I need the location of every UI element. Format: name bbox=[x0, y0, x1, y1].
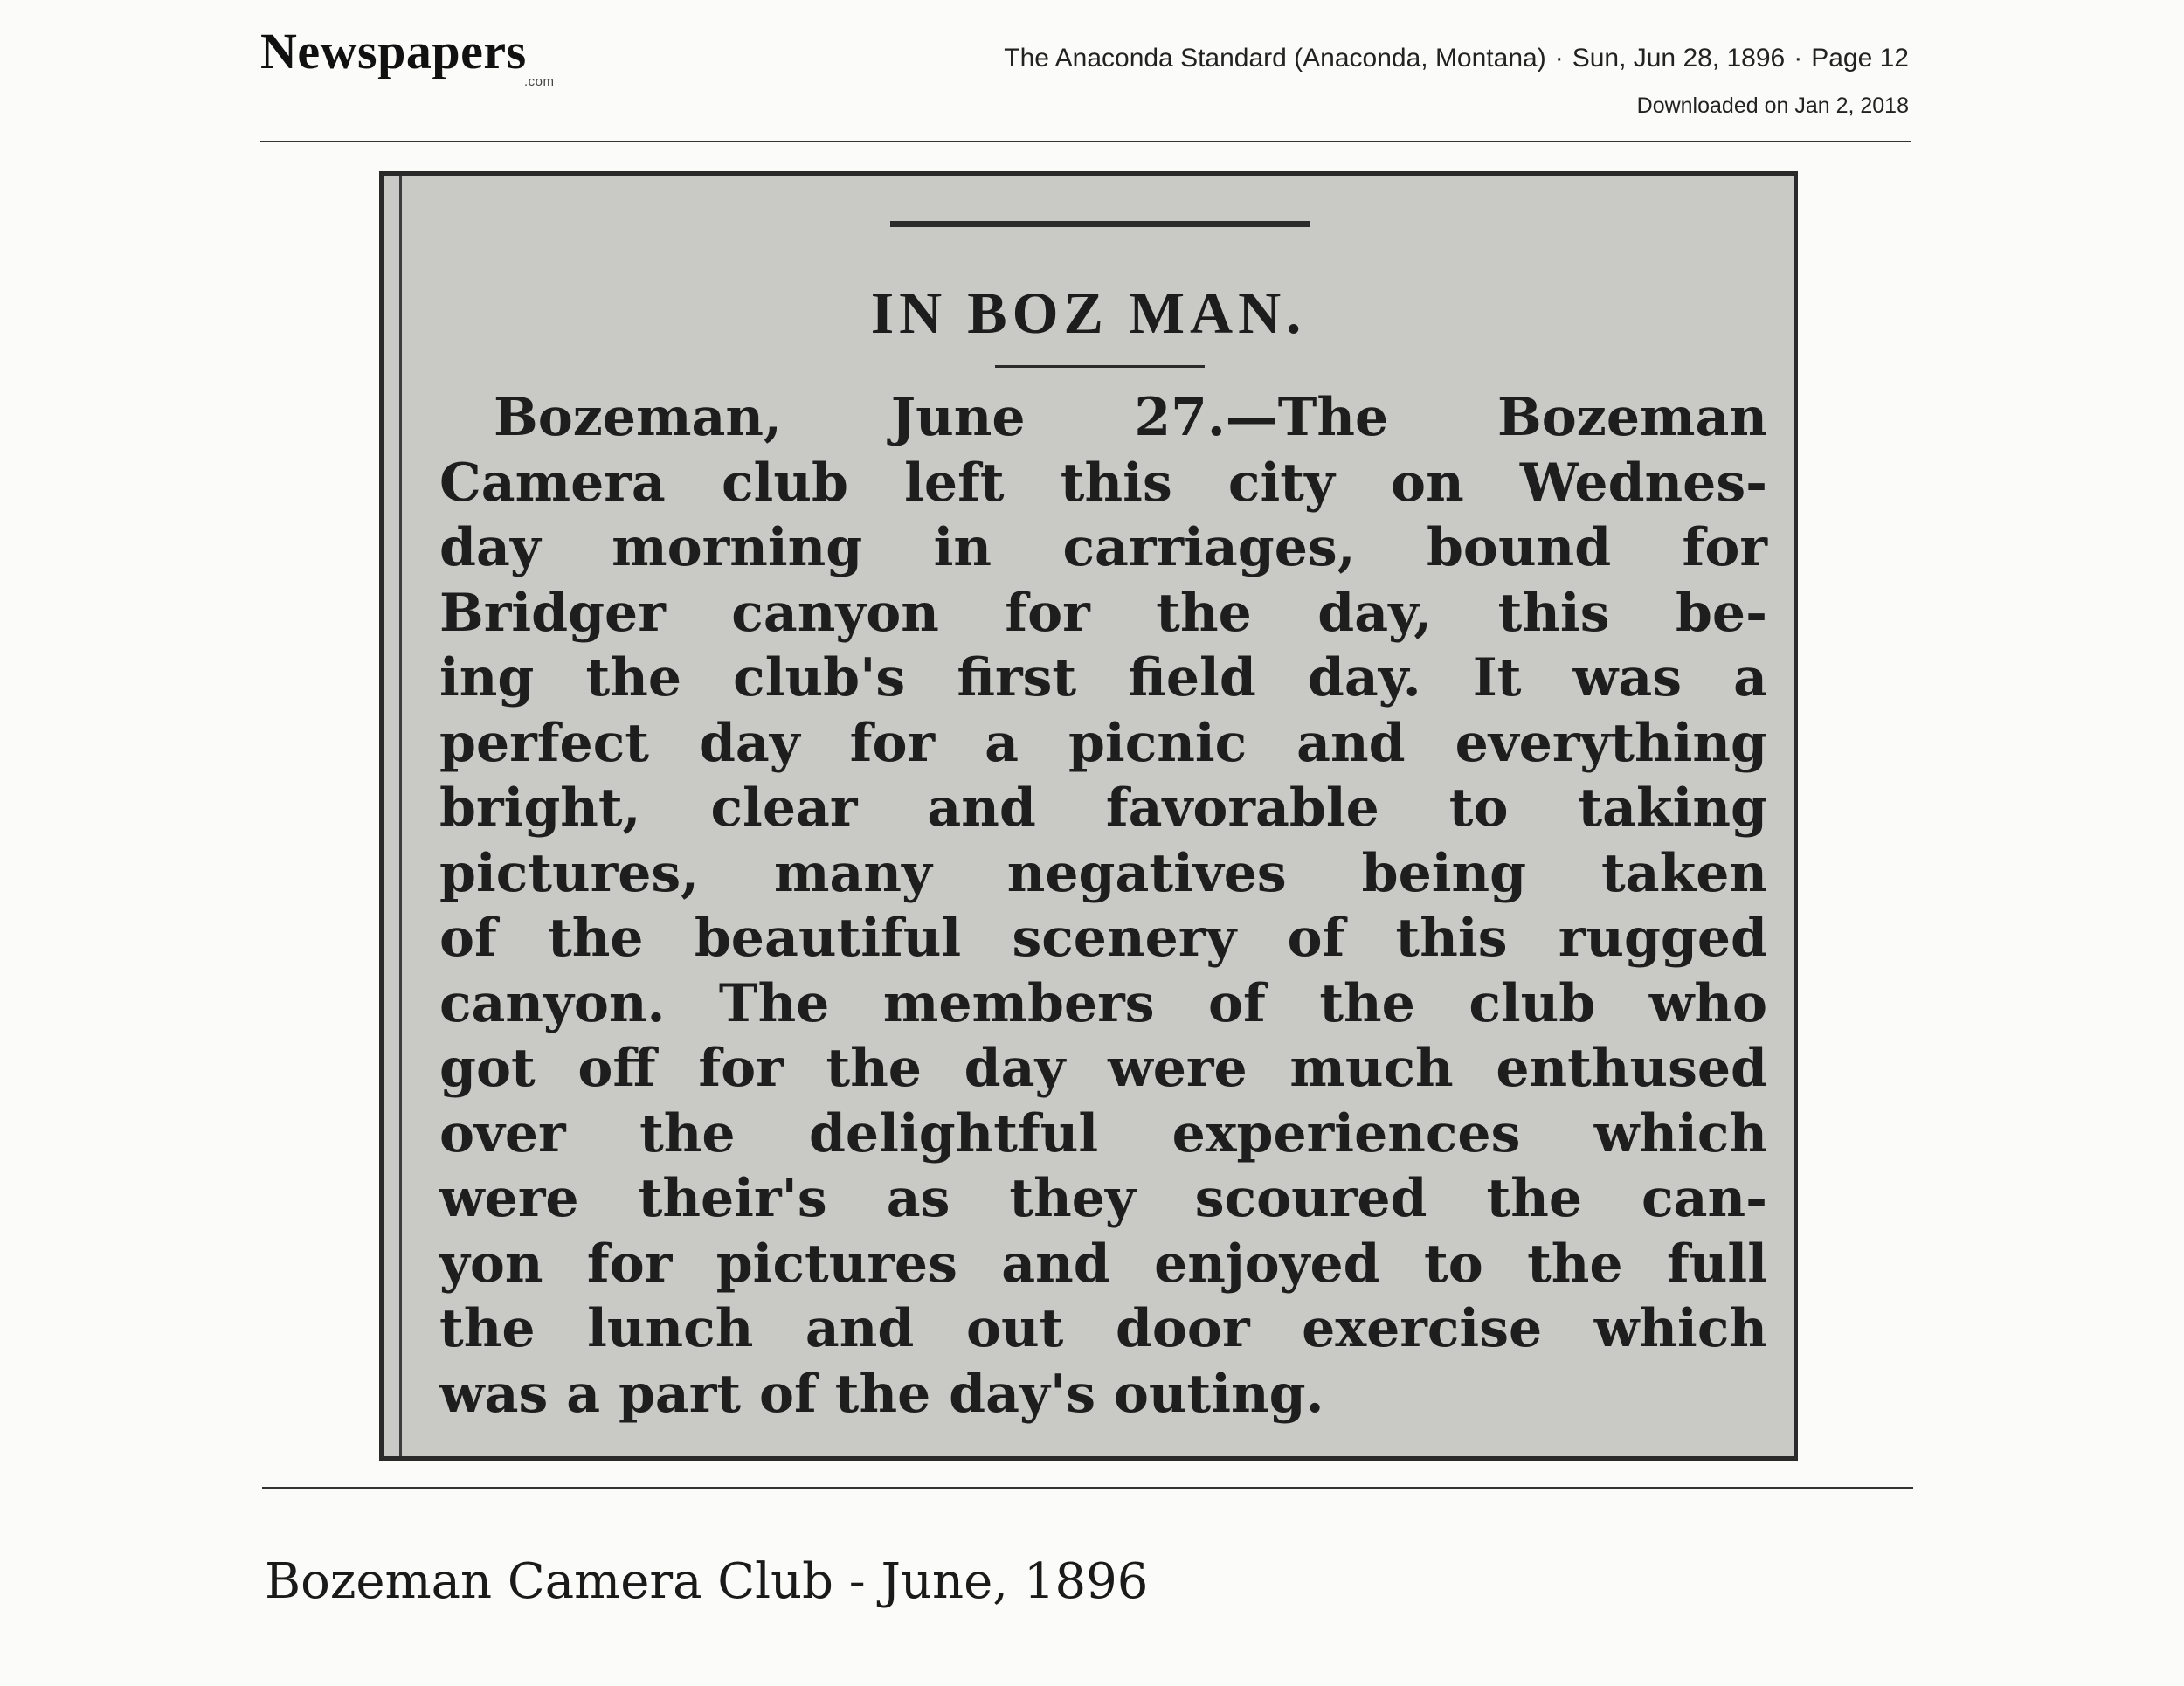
article-line: bright, clear and favorable to taking bbox=[439, 777, 1767, 839]
headline-rule bbox=[890, 221, 1310, 227]
article-line: was a part of the day's outing. bbox=[439, 1363, 1324, 1425]
article-line: pictures, many negatives being taken bbox=[439, 842, 1767, 904]
column-rule bbox=[399, 176, 402, 1456]
download-date: Downloaded on Jan 2, 2018 bbox=[1636, 93, 1909, 118]
bottom-divider bbox=[262, 1487, 1913, 1489]
publication-name: The Anaconda Standard (Anaconda, Montana) bbox=[1004, 44, 1546, 73]
article-body bbox=[439, 385, 1767, 1427]
headline-underline bbox=[995, 365, 1205, 368]
source-line: The Anaconda Standard (Anaconda, Montana) · Sun, Jun 28, 1896 · Page 12 bbox=[1004, 44, 1909, 73]
article-line: Bridger canyon for the day, this be- bbox=[439, 582, 1767, 644]
article-line: ing the club's first field day. It was a bbox=[439, 647, 1767, 708]
article-line: canyon. The members of the club who bbox=[439, 972, 1767, 1034]
article-line: day morning in carriages, bound for bbox=[439, 517, 1767, 578]
article-line: of the beautiful scenery of this rugged bbox=[439, 908, 1767, 969]
page-number: Page 12 bbox=[1811, 44, 1909, 73]
article-line: Bozeman, June 27.—The Bozeman bbox=[494, 387, 1767, 448]
article-line: were their's as they scoured the can- bbox=[439, 1168, 1767, 1229]
newspaper-clipping bbox=[379, 171, 1798, 1461]
clipping-headline: IN BOZ MAN. bbox=[870, 280, 1307, 346]
logo-text: Newspapers bbox=[260, 23, 527, 79]
article-line: the lunch and out door exercise which bbox=[439, 1298, 1767, 1359]
article-line: yon for pictures and enjoyed to the full bbox=[439, 1233, 1767, 1295]
page-caption: Bozeman Camera Club - June, 1896 bbox=[265, 1553, 1149, 1610]
article-line: got off for the day were much enthused bbox=[439, 1038, 1767, 1099]
article-line: over the delightful experiences which bbox=[439, 1102, 1767, 1164]
logo-suffix: .com bbox=[524, 74, 555, 89]
article-line: perfect day for a picnic and everything bbox=[439, 712, 1767, 774]
newspapers-logo bbox=[260, 23, 555, 89]
publication-date: Sun, Jun 28, 1896 bbox=[1572, 44, 1786, 73]
article-line: Camera club left this city on Wednes- bbox=[439, 452, 1767, 514]
top-divider bbox=[260, 141, 1911, 142]
